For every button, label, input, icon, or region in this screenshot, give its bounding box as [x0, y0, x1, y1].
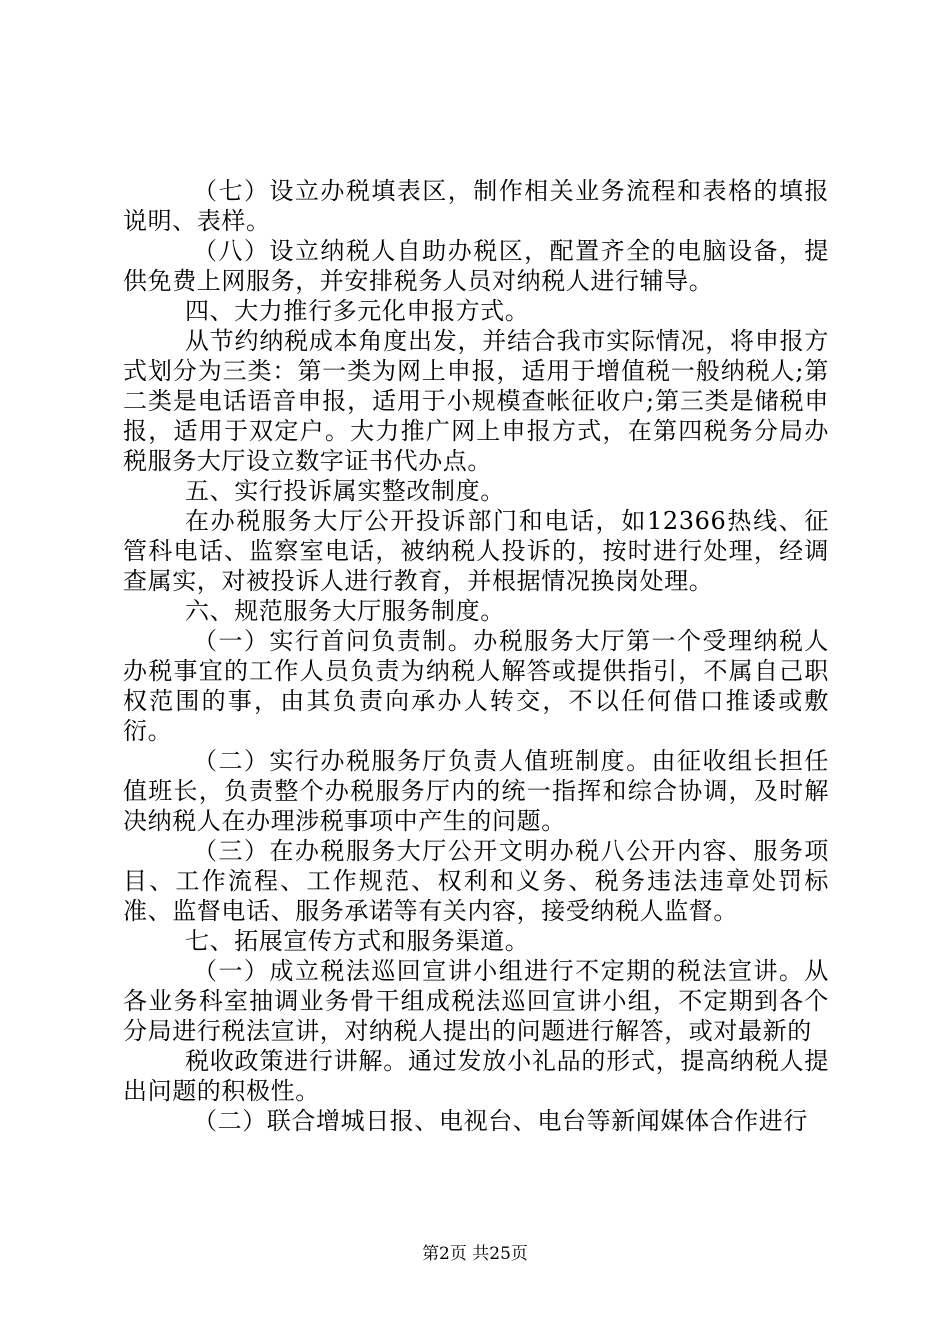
paragraph-declaration-methods: 从节约纳税成本角度出发，并结合我市实际情况，将申报方式划分为三类：第一类为网上申报，适用于增值税一般纳税人;第二类是电话语音申报，适用于小规模查帐征收户;第三类是储税申报，适用于双定户。大力推广网上申报方式，在第四税务分局办税服务大厅设立数字证书代办点。 [123, 327, 829, 475]
document-body [123, 176, 829, 1136]
section-heading-7: 七、拓展宣传方式和服务渠道。 [185, 927, 530, 955]
paragraph-6-1: （一）实行首问负责制。办税服务大厅第一个受理纳税人办税事宜的工作人员负责为纳税人解答或提供指引，不属自己职权范围的事，由其负责向承办人转交，不以任何借口推诿或敷衍。 [123, 627, 829, 745]
page-number-label: 第2页 共25页 [422, 1244, 528, 1264]
paragraph-complaints: 在办税服务大厅公开投诉部门和电话，如12366热线、征管科电话、监察室电话，被纳税人投诉的，按时进行处理，经调查属实，对被投诉人进行教育，并根据情况换岗处理。 [123, 507, 829, 595]
paragraph-7-1-continued: 税收政策进行讲解。通过发放小礼品的形式，提高纳税人提出问题的积极性。 [123, 1047, 829, 1105]
page-footer [0, 1243, 950, 1265]
paragraph-7-2: （二）联合增城日报、电视台、电台等新闻媒体合作进行 [193, 1107, 808, 1135]
section-heading-6: 六、规范服务大厅服务制度。 [185, 597, 505, 625]
paragraph-6-2: （二）实行办税服务厅负责人值班制度。由征收组长担任值班长，负责整个办税服务厅内的统一指挥和综合协调，及时解决纳税人在办理涉税事项中产生的问题。 [123, 747, 829, 835]
section-heading-5: 五、实行投诉属实整改制度。 [185, 477, 505, 505]
paragraph-6-3: （三）在办税服务大厅公开文明办税八公开内容、服务项目、工作流程、工作规范、权利和义务、税务违法违章处罚标准、监督电话、服务承诺等有关内容，接受纳税人监督。 [123, 837, 829, 925]
paragraph-8: （八）设立纳税人自助办税区，配置齐全的电脑设备，提供免费上网服务，并安排税务人员对纳税人进行辅导。 [123, 237, 829, 295]
section-heading-4: 四、大力推行多元化申报方式。 [185, 297, 530, 325]
paragraph-7-1: （一）成立税法巡回宣讲小组进行不定期的税法宣讲。从各业务科室抽调业务骨干组成税法巡回宣讲小组，不定期到各个分局进行税法宣讲，对纳税人提出的问题进行解答，或对最新的 [123, 957, 829, 1045]
paragraph-7: （七）设立办税填表区，制作相关业务流程和表格的填报说明、表样。 [123, 177, 829, 235]
